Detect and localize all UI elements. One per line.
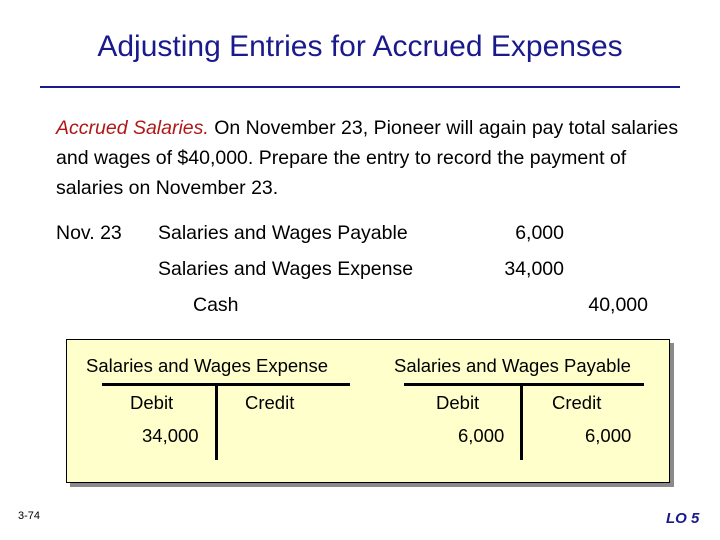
t-account-payable-vline bbox=[520, 386, 523, 460]
t-account-payable-credit-value: 6,000 bbox=[585, 425, 632, 446]
intro-text: On November 23, Pioneer will again pay total salaries and wages of $40,000. Prepare the entry to record the payment of salaries on November 23. bbox=[56, 117, 679, 199]
slide-number: 3-74 bbox=[18, 510, 41, 522]
t-account-payable-credit-header: Credit bbox=[552, 392, 602, 413]
journal-debit-2: 34,000 bbox=[504, 258, 564, 280]
t-account-expense-title: Salaries and Wages Expense bbox=[86, 355, 329, 376]
journal-account-2: Salaries and Wages Expense bbox=[158, 258, 414, 280]
journal-account-1: Salaries and Wages Payable bbox=[158, 222, 408, 244]
learning-objective: LO 5 bbox=[666, 510, 700, 527]
t-account-payable-debit-value: 6,000 bbox=[458, 425, 505, 446]
t-account-payable-debit-header: Debit bbox=[436, 392, 480, 413]
t-account-payable-title: Salaries and Wages Payable bbox=[394, 355, 631, 376]
t-account-expense-credit-header: Credit bbox=[245, 392, 295, 413]
journal-account-3: Cash bbox=[193, 294, 239, 316]
intro-lead: Accrued Salaries. bbox=[56, 117, 209, 139]
t-account-expense-debit-value: 34,000 bbox=[142, 425, 199, 446]
journal-debit-1: 6,000 bbox=[515, 222, 564, 244]
t-account-expense-vline bbox=[215, 386, 218, 460]
journal-credit-3: 40,000 bbox=[588, 294, 648, 316]
journal-date: Nov. 23 bbox=[56, 222, 122, 244]
t-account-expense-hline bbox=[102, 383, 350, 386]
t-account-expense-debit-header: Debit bbox=[130, 392, 174, 413]
t-account-payable-hline bbox=[404, 383, 644, 386]
page-title: Adjusting Entries for Accrued Expenses bbox=[97, 30, 623, 63]
intro-paragraph bbox=[56, 113, 686, 203]
title-divider bbox=[40, 86, 680, 88]
